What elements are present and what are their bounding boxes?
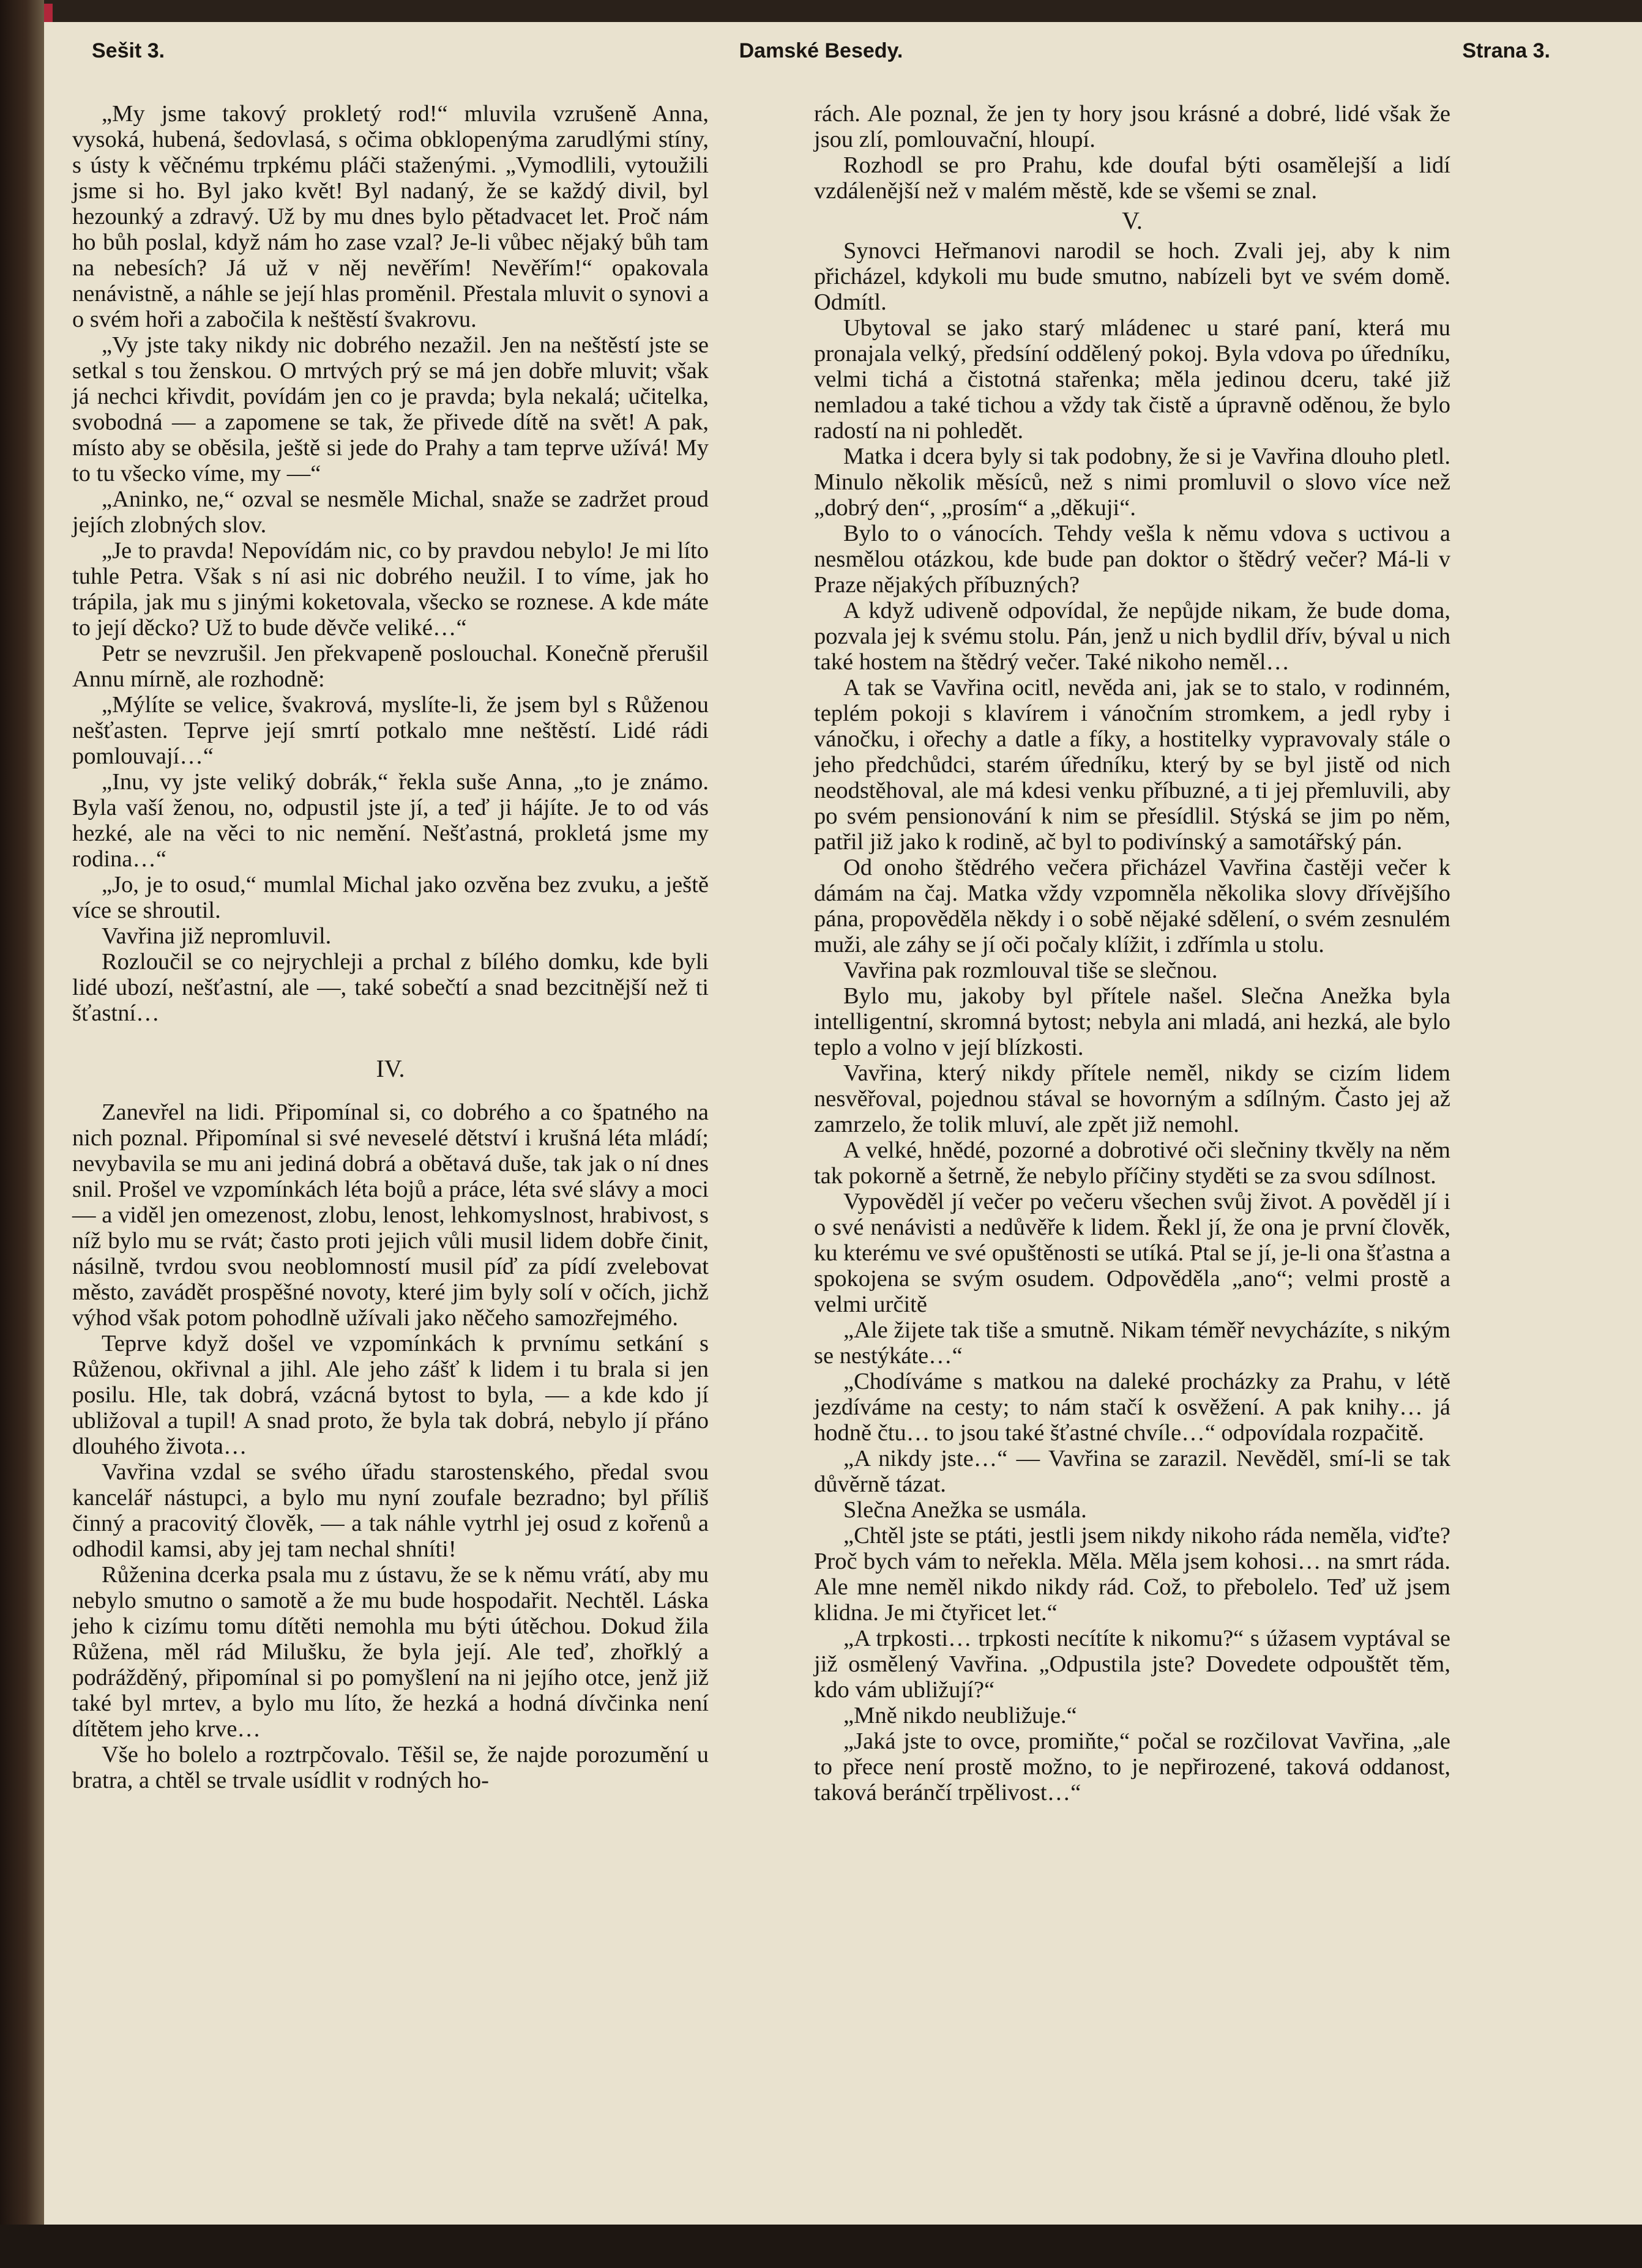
- paragraph: „Vy jste taky nikdy nic dobrého nezažil. Jen na neštěstí jste se setkal s tou ženskou. O mrtvých prý se má jen dobře mluvit; však já nechci křivdit, povídám jen co je pravda; byla nekalá; učitelka, svobodná — a zapomene se tak, že přivede dítě na svět! A pak, místo aby se oběsila, ještě si jede do Prahy a tam teprve užívá! My to tu všecko víme, my —“: [72, 332, 709, 486]
- paragraph: Ubytoval se jako starý mládenec u staré paní, která mu pronajala velký, předsíní oddělený pokoj. Byla vdova po úředníku, velmi tichá a čistotná stařenka; měla jedinou dceru, také již nemladou a také tichou a vždy tak čistě a úpravně oděnou, že bylo radostí na ni pohledět.: [814, 315, 1450, 444]
- paragraph: „Chodíváme s matkou na daleké procházky za Prahu, v létě jezdíváme na cesty; to nám stačí k osvěžení. A pak knihy… já hodně čtu… to jsou také šťastné chvíle…“ odpovídala rozpačitě.: [814, 1369, 1450, 1446]
- paragraph: Rozhodl se pro Prahu, kde doufal býti osamělejší a lidí vzdálenější než v malém městě, kde se všemi se znal.: [814, 152, 1450, 204]
- paragraph: „Mně nikdo neubližuje.“: [843, 1703, 1077, 1728]
- paragraph: Rozloučil se co nejrychleji a prchal z bílého domku, kde byli lidé ubozí, nešťastní, ale —, také sobečtí a snad bezcitnější než ti šťastní…: [72, 949, 709, 1026]
- paragraph: rách. Ale poznal, že jen ty hory jsou krásné a dobré, lidé však že jsou zlí, pomlouvační, hloupí.: [814, 101, 1450, 152]
- paragraph: Teprve když došel ve vzpomínkách k prvnímu setkání s Růženou, okřivnal a jihl. Ale jeho zášť k lidem i tu brala si jen posilu. Hle, tak dobrá, vzácná bytost to byla, — a kde kdo jí ubližoval a tupil! A snad proto, že byla tak dobrá, nebylo jí přáno dlouhého života…: [72, 1331, 709, 1459]
- section-heading-iv: IV.: [376, 1055, 405, 1082]
- paragraph: Růženina dcerka psala mu z ústavu, že se k němu vrátí, aby mu nebylo smutno o samotě a že mu bude hospodařit. Nechtěl. Láska jeho k cizímu tomu dítěti nemohla mu býti útěchou. Dokud žila Růžena, měl rád Milušku, že byla její. Ale teď, zhořklý a podrážděný, připomínal si po pomyšlení na ni jejího otce, jenž již také byl mrtev, a bylo mu líto, že hezká a hodná dívčinka není dítětem jeho krve…: [72, 1562, 709, 1742]
- paragraph: „Jaká jste to ovce, promiňte,“ počal se rozčilovat Vavřina, „ale to přece není prostě možno, to je nepřirozené, taková oddanost, taková beránčí trpělivost…“: [814, 1728, 1450, 1805]
- issue-label: Sešit 3.: [92, 39, 165, 62]
- paragraph: „Jo, je to osud,“ mumlal Michal jako ozvěna bez zvuku, a ještě více se shroutil.: [72, 872, 709, 923]
- left-column: [72, 101, 709, 1793]
- paragraph: A když udiveně odpovídal, že nepůjde nikam, že bude doma, pozvala jej k svému stolu. Pán, jenž u nich bydlil dřív, býval u nich také hostem na štědrý večer. Také nikoho neměl…: [814, 598, 1450, 675]
- page-number: Strana 3.: [1462, 39, 1550, 62]
- right-column: [814, 101, 1450, 1805]
- paragraph: Od onoho štědrého večera přicházel Vavřina častěji večer k dámám na čaj. Matka vždy vzpomněla několika slovy dřívějšího pána, propověděla někdy i o sobě nějaké sdělení, o svém zesnulém muži, ale záhy se jí oči počaly klížit, i zdřímla u stolu.: [814, 855, 1450, 957]
- paragraph: Vypověděl jí večer po večeru všechen svůj život. A pověděl jí i o své nenávisti a nedůvěře k lidem. Řekl jí, že ona je první člověk, ku kterému ve své opuštěnosti se utíká. Ptal se jí, je-li ona šťastna a spokojena se svým osudem. Odpověděla „ano“; velmi prostě a velmi určitě: [814, 1189, 1450, 1317]
- paragraph: „Mýlíte se velice, švakrová, myslíte-li, že jsem byl s Růženou nešťasten. Teprve její smrtí potkalo mne neštěstí. Lidé rádi pomlouvají…“: [72, 692, 709, 769]
- paragraph: A tak se Vavřina ocitl, nevěda ani, jak se to stalo, v rodinném, teplém pokoji s klavírem i vánočním stromkem, a jedl ryby i vánočku, i ořechy a datle a fíky, a hostitelky vypravovaly stále o jeho předchůdci, starém úředníku, který by se byl jistě od nich neodstěhoval, ale má kdesi venku příbuzné, a ti jej přemluvili, aby po svém pensionování k nim se přesídlil. Stýská se jim po něm, patřil již jako k rodině, ač byl to podivínský a samotářský pán.: [814, 675, 1450, 855]
- paragraph: Bylo to o vánocích. Tehdy vešla k němu vdova s uctivou a nesmělou otázkou, kde bude pan doktor o štědrý večer? Má-li v Praze nějakých příbuzných?: [814, 521, 1450, 598]
- paragraph: Vavřina již nepromluvil.: [102, 923, 332, 949]
- paragraph: Petr se nevzrušil. Jen překvapeně poslouchal. Konečně přerušil Annu mírně, ale rozhodně:: [72, 641, 709, 692]
- paragraph: Vše ho bolelo a roztrpčovalo. Těšil se, že najde porozumění u bratra, a chtěl se trvale usídlit v rodných ho-: [72, 1742, 709, 1793]
- paragraph: „Ale žijete tak tiše a smutně. Nikam téměř nevycházíte, s nikým se nestýkáte…“: [814, 1317, 1450, 1369]
- paragraph: „A trpkosti… trpkosti necítíte k nikomu?“ s úžasem vyptával se již osmělený Vavřina. „Odpustila jste? Dovedete odpouštět těm, kdo vám ubližují?“: [814, 1626, 1450, 1703]
- paragraph: A velké, hnědé, pozorné a dobrotivé oči slečniny tkvěly na něm tak pokorně a šetrně, že nebylo příčiny styděti se za svou sdílnost.: [814, 1137, 1450, 1189]
- page-binding-edge: [0, 0, 44, 2268]
- paragraph: „Je to pravda! Nepovídám nic, co by pravdou nebylo! Je mi líto tuhle Petra. Však s ní asi nic dobrého neužil. I to víme, jak ho trápila, jak mu s jinými koketovala, všecko se roznese. A kde máte to její děcko? Už to bude děvče veliké…“: [72, 538, 709, 641]
- paragraph: Vavřina vzdal se svého úřadu starostenského, předal svou kancelář nástupci, a bylo mu nyní zoufale bezradno; byl příliš činný a pracovitý člověk, — a tak náhle vytrhl jej osud z kořenů a odhodil kamsi, aby jej tam nechal shníti!: [72, 1459, 709, 1562]
- paragraph: „Aninko, ne,“ ozval se nesměle Michal, snaže se zadržet proud jejích zlobných slov.: [72, 486, 709, 538]
- scan-bottom-edge: [0, 2225, 1642, 2268]
- section-heading-v: V.: [1122, 207, 1143, 234]
- paragraph: „My jsme takový prokletý rod!“ mluvila vzrušeně Anna, vysoká, hubená, šedovlasá, s očima obklopenýma zarudlými stíny, s ústy k věčnému trpkému pláči staženými. „Vymodlili, vytoužili jsme si ho. Byl jako květ! Byl nadaný, že se každý divil, byl hezounký a zdravý. Už by mu dnes bylo pětadvacet let. Proč nám ho bůh poslal, když nám ho zase vzal? Je-li vůbec nějaký bůh tam na nebesích? Já už v něj nevěřím! Nevěřím!“ opakovala nenávistně, a náhle se její hlas proměnil. Přestala mluvit o synovi a o svém hoři a zabočila k neštěstí švakrovu.: [72, 101, 709, 332]
- paragraph: Synovci Heřmanovi narodil se hoch. Zvali jej, aby k nim přicházel, kdykoli mu bude smutno, nabízeli byt ve svém domě. Odmítl.: [814, 238, 1450, 315]
- paragraph: Slečna Anežka se usmála.: [843, 1497, 1087, 1523]
- publication-title: Damské Besedy.: [739, 39, 903, 62]
- paragraph: „A nikdy jste…“ — Vavřina se zarazil. Nevěděl, smí-li se tak důvěrně tázat.: [814, 1446, 1450, 1497]
- paragraph: Zanevřel na lidi. Připomínal si, co dobrého a co špatného na nich poznal. Připomínal si své neveselé dětství i krušná léta mládí; nevybavila se mu ani jediná dobrá a obětavá duše, tak jak o ní dnes snil. Prošel ve vzpomínkách léta bojů a práce, léta své slávy a moci — a viděl jen omezenost, zlobu, lenost, lehkomyslnost, hrabivost, s níž bylo mu se rvát; často proti jejich vůli musil lidem dobře činit, násilně, tvrdou svou neoblomností musil píď za pídí zvelebovat město, zavádět prospěšné novoty, které jim byly solí v očích, jichž výhod však potom pohodlně užívali jako něčeho samozřejmého.: [72, 1099, 709, 1331]
- paragraph: Matka i dcera byly si tak podobny, že si je Vavřina dlouho pletl. Minulo několik měsíců, než s nimi promluvil o slovo více než „dobrý den“, „prosím“ a „děkuji“.: [814, 444, 1450, 521]
- paragraph: Bylo mu, jakoby byl přítele našel. Slečna Anežka byla intelligentní, skromná bytost; nebyla ani mladá, ani hezká, ale bylo teplo a volno v její blízkosti.: [814, 983, 1450, 1060]
- paragraph: „Chtěl jste se ptáti, jestli jsem nikdy nikoho ráda neměla, viďte? Proč bych vám to neřekla. Měla. Měla jsem kohosi… na smrt ráda. Ale mne neměl nikdo nikdy rád. Což, to přebolelo. Teď už jsem klidna. Je mi čtyřicet let.“: [814, 1523, 1450, 1626]
- page-header: [92, 39, 1550, 76]
- paragraph: „Inu, vy jste veliký dobrák,“ řekla suše Anna, „to je známo. Byla vaší ženou, no, odpustil jste jí, a teď ji hájíte. Je to od vás hezké, ale na věci to nic nemění. Nešťastná, prokletá jsme my rodina…“: [72, 769, 709, 872]
- paragraph: Vavřina pak rozmlouval tiše se slečnou.: [843, 957, 1218, 983]
- paragraph: Vavřina, který nikdy přítele neměl, nikdy se cizím lidem nesvěřoval, pojednou stával se hovorným a sdílným. Často jej až zamrzelo, že tolik mluví, ale zpět již nemohl.: [814, 1060, 1450, 1137]
